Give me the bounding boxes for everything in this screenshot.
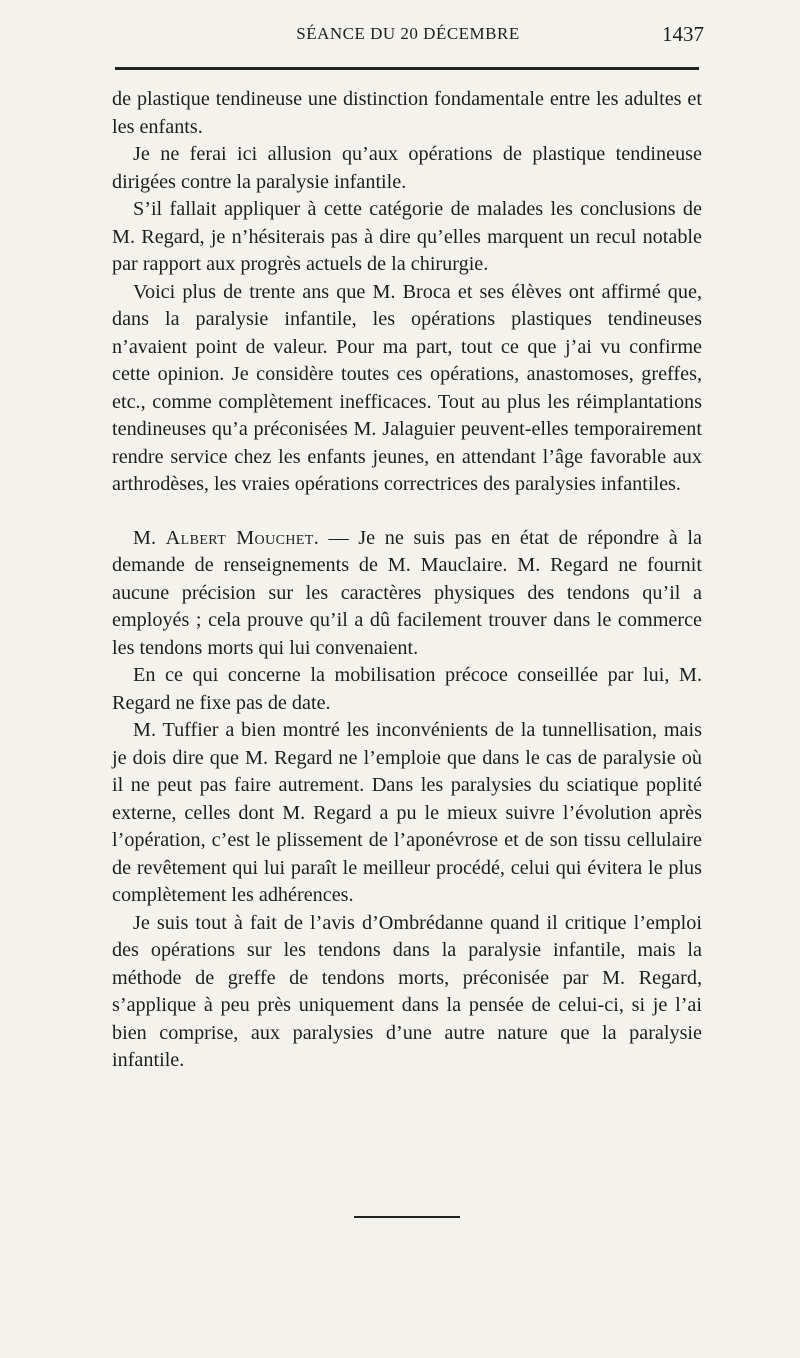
paragraph: En ce qui concerne la mobilisation précoce conseillée par lui, M. Regard ne fixe pas de date. [112,664,702,714]
page-number: 1437 [662,22,704,46]
body-text [112,86,702,1075]
speaker-remarks: . — Je ne suis pas en état de répondre à la demande de renseignements de M. Mauclaire. M. Regard ne fournit aucune précision sur les caractères physiques des tendons qu’il a employés ; cela prouve qu’il a dû facilement trouver dans le commerce les tendons morts qui lui convenaient. [112,526,702,659]
paragraph: Je suis tout à fait de l’avis d’Ombrédanne quand il critique l’emploi des opérations sur les tendons dans la paralysie infantile, mais la méthode de greffe de tendons morts, préconisée par M. Regard, s’applique à peu près uniquement dans la pensée de celui-ci, si je l’ai bien comprise, aux paralysies d’une autre nature que la paralysie infantile. [112,911,702,1071]
paragraph: M. Tuffier a bien montré les inconvénients de la tunnellisation, mais je dois dire que M. Regard ne l’emploie que dans le cas de paralysie où il ne peut pas faire autrement. Dans les paralysies du sciatique poplité externe, celles dont M. Regard a pu le mieux suivre l’évolution après l’opération, c’est le plissement de l’aponévrose et de son tissu cellulaire de revêtement qui lui paraît le meilleur procédé, celui qui évitera le plus complètement les adhérences. [112,719,702,906]
end-rule [354,1216,460,1218]
paragraph: Je ne ferai ici allusion qu’aux opérations de plastique tendineuse dirigées contre la paralysie infantile. [112,143,702,193]
speaker-paragraph [112,525,702,663]
paragraph: Voici plus de trente ans que M. Broca et ses élèves ont affirmé que, dans la paralysie infantile, les opérations plastiques tendineuses n’avaient point de valeur. Pour ma part, tout ce que j’ai vu confirme cette opinion. Je considère toutes ces opérations, anastomoses, greffes, etc., comme complètement inefficaces. Tout au plus les réimplantations tendineuses qu’a préconisées M. Jalaguier peuvent-elles temporairement rendre service chez les enfants jeunes, en attendant l’âge favorable aux arthrodèses, les vraies opérations correctrices des paralysies infantiles. [112,280,702,495]
speaker-name: Albert Mouchet [165,526,314,549]
paragraph: S’il fallait appliquer à cette catégorie de malades les conclusions de M. Regard, je n’hésiterais pas à dire qu’elles marquent un recul notable par rapport aux progrès actuels de la chirurgie. [112,198,702,275]
running-head [112,24,704,52]
running-title: SÉANCE DU 20 DÉCEMBRE [296,24,520,43]
speaker-prefix: M. [133,526,156,549]
header-rule [115,67,699,70]
paragraph-continuation: de plastique tendineuse une distinction fondamentale entre les adultes et les enfants. [112,88,702,138]
